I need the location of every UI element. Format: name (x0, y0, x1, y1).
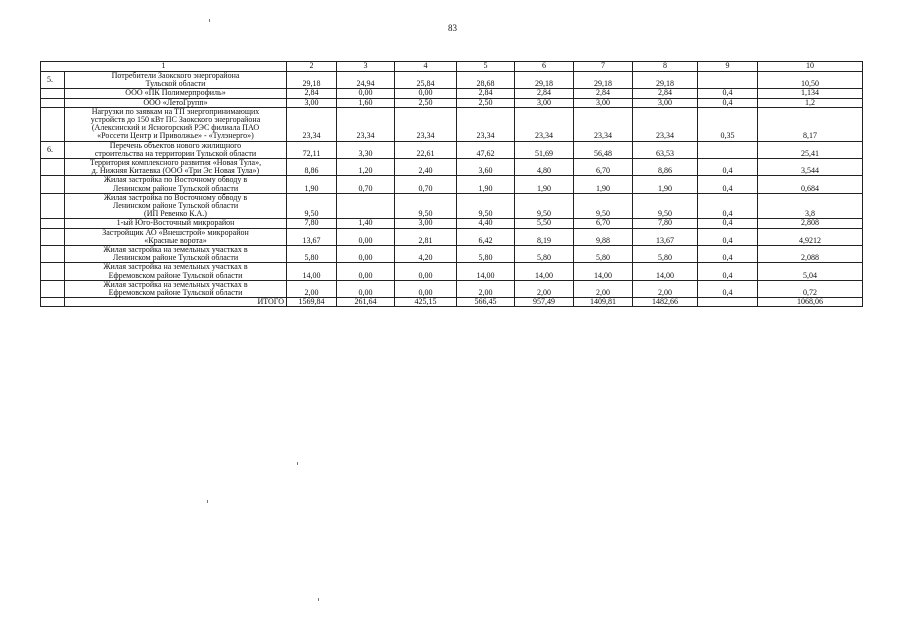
value-cell-col-6: 9,50 (515, 193, 574, 219)
value-cell-col-7: 9,50 (574, 193, 633, 219)
value-cell-col-10: 10,50 (758, 72, 863, 89)
value-cell-col-2: 14,00 (287, 263, 337, 280)
value-cell-col-9: 0,4 (698, 219, 758, 228)
value-cell-col-7: 6,70 (574, 159, 633, 176)
total-value-col-4: 425,15 (395, 298, 457, 307)
value-cell-col-8: 1,90 (633, 176, 698, 193)
object-name-line: устройств до 150 кВт ПС Заокского энергорайона (90, 115, 261, 125)
value-cell-col-10: 1,134 (758, 89, 863, 98)
header-cell-8: 8 (633, 62, 698, 72)
header-cell-9: 9 (698, 62, 758, 72)
object-name-line: Ленинском районе Тульской области (112, 201, 239, 211)
value-cell-col-10: 25,41 (758, 141, 863, 158)
value-cell-col-2: 29,18 (287, 72, 337, 89)
section-number-empty (41, 246, 65, 263)
object-name (65, 219, 287, 228)
object-name-line: ООО «ЛетоГрупп» (143, 98, 208, 107)
value-cell-col-5: 2,84 (457, 89, 515, 98)
value-cell-col-2: 5,80 (287, 246, 337, 263)
value-cell-col-5: 4,40 (457, 219, 515, 228)
value-cell-col-9: 0,4 (698, 246, 758, 263)
scan-speck (207, 500, 208, 503)
value-cell-col-10: 3,544 (758, 159, 863, 176)
table-row (41, 228, 863, 245)
value-cell-col-2: 3,00 (287, 98, 337, 107)
object-name-line: Ефремовском районе Тульской области (108, 288, 243, 298)
scan-speck (318, 598, 319, 601)
section-number-empty (41, 193, 65, 219)
section-number-empty (41, 98, 65, 107)
value-cell-col-6: 5,50 (515, 219, 574, 228)
value-cell-col-7: 5,80 (574, 246, 633, 263)
object-name-line: Жилая застройка на земельных участках в (103, 262, 248, 272)
value-cell-col-3: 0,00 (337, 280, 395, 297)
value-cell-col-6: 29,18 (515, 72, 574, 89)
value-cell-col-8: 8,86 (633, 159, 698, 176)
value-cell-col-8: 2,84 (633, 89, 698, 98)
value-cell-col-3 (337, 193, 395, 219)
section-number-empty (41, 176, 65, 193)
header-cell-10: 10 (758, 62, 863, 72)
object-name-line: строительства на территории Тульской области (94, 148, 257, 158)
value-cell-col-5: 9,50 (457, 193, 515, 219)
table-row (41, 141, 863, 158)
object-name-line: 1-ый Юго-Восточный микрорайон (116, 218, 235, 228)
value-cell-col-5: 23,34 (457, 107, 515, 141)
value-cell-col-8: 14,00 (633, 263, 698, 280)
header-cell-1: 1 (41, 62, 287, 72)
value-cell-col-6: 14,00 (515, 263, 574, 280)
table-row (41, 280, 863, 297)
value-cell-col-9: 0,4 (698, 228, 758, 245)
table-row (41, 98, 863, 107)
value-cell-col-4: 23,34 (395, 107, 457, 141)
value-cell-col-2: 72,11 (287, 141, 337, 158)
value-cell-col-6: 2,84 (515, 89, 574, 98)
value-cell-col-3: 0,00 (337, 263, 395, 280)
value-cell-col-2: 7,80 (287, 219, 337, 228)
value-cell-col-3: 0,00 (337, 89, 395, 98)
value-cell-col-7: 6,70 (574, 219, 633, 228)
value-cell-col-7: 2,00 (574, 280, 633, 297)
header-cell-3: 3 (337, 62, 395, 72)
value-cell-col-5: 14,00 (457, 263, 515, 280)
section-number-empty (41, 219, 65, 228)
value-cell-col-7: 29,18 (574, 72, 633, 89)
total-row (41, 298, 863, 307)
section-number-empty (41, 89, 65, 98)
object-name (65, 98, 287, 107)
table-row (41, 246, 863, 263)
total-value-col-8: 1482,66 (633, 298, 698, 307)
value-cell-col-5: 1,90 (457, 176, 515, 193)
value-cell-col-5: 47,62 (457, 141, 515, 158)
value-cell-col-5: 2,50 (457, 98, 515, 107)
total-value-col-3: 261,64 (337, 298, 395, 307)
value-cell-col-7: 3,00 (574, 98, 633, 107)
header-cell-5: 5 (457, 62, 515, 72)
value-cell-col-6: 8,19 (515, 228, 574, 245)
value-cell-col-9: 0,4 (698, 263, 758, 280)
value-cell-col-4: 2,40 (395, 159, 457, 176)
value-cell-col-3: 0,00 (337, 228, 395, 245)
object-name-line: Застройщик АО «Внешстрой» микрорайон (102, 228, 249, 237)
value-cell-col-3: 0,70 (337, 176, 395, 193)
value-cell-col-2: 13,67 (287, 228, 337, 245)
value-cell-col-10: 5,04 (758, 263, 863, 280)
table-row (41, 219, 863, 228)
value-cell-col-5: 2,00 (457, 280, 515, 297)
object-name-line: Ленинском районе Тульской области (112, 183, 239, 193)
value-cell-col-4: 2,81 (395, 228, 457, 245)
value-cell-col-3: 1,40 (337, 219, 395, 228)
value-cell-col-4: 0,00 (395, 280, 457, 297)
object-name-line: Жилая застройка на земельных участках в (103, 245, 248, 255)
value-cell-col-6: 5,80 (515, 246, 574, 263)
header-cell-7: 7 (574, 62, 633, 72)
object-name-line: (ИП Ревенко К.А.) (144, 209, 207, 219)
value-cell-col-4: 0,00 (395, 263, 457, 280)
object-name (65, 193, 287, 219)
header-cell-2: 2 (287, 62, 337, 72)
total-value-col-10: 1068,06 (758, 298, 863, 307)
total-value-col-5: 566,45 (457, 298, 515, 307)
object-name (65, 280, 287, 297)
value-cell-col-6: 3,00 (515, 98, 574, 107)
value-cell-col-9 (698, 141, 758, 158)
table-row (41, 263, 863, 280)
value-cell-col-5: 5,80 (457, 246, 515, 263)
header-cell-4: 4 (395, 62, 457, 72)
object-name-line: Ефремовском районе Тульской области (108, 270, 243, 280)
value-cell-col-8: 7,80 (633, 219, 698, 228)
value-cell-col-9: 0,35 (698, 107, 758, 141)
section-number-empty (41, 263, 65, 280)
section-number-empty (41, 159, 65, 176)
value-cell-col-10: 2,808 (758, 219, 863, 228)
table-row (41, 193, 863, 219)
object-name-line: Перечень объектов нового жилищного (109, 141, 242, 150)
object-name (65, 159, 287, 176)
value-cell-col-4: 2,50 (395, 98, 457, 107)
value-cell-col-6: 4,80 (515, 159, 574, 176)
section-number-empty (41, 280, 65, 297)
section-number: 6. (41, 141, 65, 158)
value-cell-col-3: 1,20 (337, 159, 395, 176)
object-name-line: «Красные ворота» (144, 235, 207, 245)
value-cell-col-8: 5,80 (633, 246, 698, 263)
value-cell-col-3: 1,60 (337, 98, 395, 107)
page-number: 83 (448, 23, 457, 33)
value-cell-col-3: 3,30 (337, 141, 395, 158)
value-cell-col-10: 8,17 (758, 107, 863, 141)
value-cell-col-8: 9,50 (633, 193, 698, 219)
value-cell-col-10: 3,8 (758, 193, 863, 219)
object-name-line: Тульской области (145, 79, 206, 89)
value-cell-col-10: 4,9212 (758, 228, 863, 245)
table-body (41, 62, 863, 307)
value-cell-col-4: 4,20 (395, 246, 457, 263)
value-cell-col-6: 1,90 (515, 176, 574, 193)
header-row (41, 62, 863, 72)
object-name-line: Жилая застройка по Восточному обводу в (103, 193, 248, 202)
total-label: ИТОГО (65, 298, 287, 307)
object-name (65, 176, 287, 193)
value-cell-col-4: 0,00 (395, 89, 457, 98)
value-cell-col-8: 23,34 (633, 107, 698, 141)
object-name-line: Территория комплексного развития «Новая Тула», (89, 158, 262, 168)
total-value-col-2: 1569,84 (287, 298, 337, 307)
value-cell-col-5: 6,42 (457, 228, 515, 245)
object-name-line: Потребители Заокского энергорайона (111, 71, 240, 80)
object-name (65, 72, 287, 89)
section-number: 5. (41, 72, 65, 89)
section-number-empty (41, 228, 65, 245)
value-cell-col-2: 2,00 (287, 280, 337, 297)
value-cell-col-10: 0,72 (758, 280, 863, 297)
value-cell-col-8: 13,67 (633, 228, 698, 245)
value-cell-col-9: 0,4 (698, 176, 758, 193)
total-value-col-7: 1409,81 (574, 298, 633, 307)
value-cell-col-10: 2,088 (758, 246, 863, 263)
value-cell-col-2: 9,50 (287, 193, 337, 219)
value-cell-col-3: 24,94 (337, 72, 395, 89)
value-cell-col-6: 51,69 (515, 141, 574, 158)
object-name-line: (Алексинский и Ясногорский РЭС филиала ПАО (91, 123, 260, 133)
value-cell-col-4: 9,50 (395, 193, 457, 219)
value-cell-col-4: 22,61 (395, 141, 457, 158)
object-name-line: «Россети Центр и Приволжье» - «Тулэнерго») (97, 131, 254, 141)
value-cell-col-10: 1,2 (758, 98, 863, 107)
load-table (40, 61, 863, 307)
value-cell-col-4: 25,84 (395, 72, 457, 89)
value-cell-col-2: 23,34 (287, 107, 337, 141)
value-cell-col-4: 0,70 (395, 176, 457, 193)
value-cell-col-2: 2,84 (287, 89, 337, 98)
value-cell-col-8: 63,53 (633, 141, 698, 158)
section-number-empty (41, 107, 65, 141)
value-cell-col-4: 3,00 (395, 219, 457, 228)
value-cell-col-6: 23,34 (515, 107, 574, 141)
object-name-line: д. Нижняя Китаевка (ООО «Три Эс Новая Тула») (91, 166, 260, 176)
table-row (41, 159, 863, 176)
total-value-col-9 (698, 298, 758, 307)
value-cell-col-5: 3,60 (457, 159, 515, 176)
value-cell-col-7: 56,48 (574, 141, 633, 158)
header-cell-6: 6 (515, 62, 574, 72)
scan-speck (209, 19, 210, 22)
value-cell-col-10: 0,684 (758, 176, 863, 193)
object-name-line: ООО «ПК Полимерпрофиль» (125, 88, 226, 98)
object-name (65, 246, 287, 263)
total-number-empty (41, 298, 65, 307)
object-name (65, 89, 287, 98)
value-cell-col-7: 23,34 (574, 107, 633, 141)
table-row (41, 107, 863, 141)
value-cell-col-7: 1,90 (574, 176, 633, 193)
value-cell-col-2: 1,90 (287, 176, 337, 193)
value-cell-col-8: 29,18 (633, 72, 698, 89)
object-name-line: Жилая застройка на земельных участках в (103, 280, 248, 289)
value-cell-col-3: 0,00 (337, 246, 395, 263)
value-cell-col-9: 0,4 (698, 280, 758, 297)
table-row (41, 72, 863, 89)
total-value-col-6: 957,49 (515, 298, 574, 307)
table-row (41, 176, 863, 193)
object-name (65, 228, 287, 245)
value-cell-col-8: 3,00 (633, 98, 698, 107)
value-cell-col-7: 2,84 (574, 89, 633, 98)
value-cell-col-9: 0,4 (698, 98, 758, 107)
value-cell-col-3: 23,34 (337, 107, 395, 141)
object-name-line: Нагрузки по заявкам на ТП энергопринимающих (91, 107, 260, 116)
value-cell-col-6: 2,00 (515, 280, 574, 297)
object-name (65, 107, 287, 141)
value-cell-col-7: 9,88 (574, 228, 633, 245)
value-cell-col-5: 28,68 (457, 72, 515, 89)
value-cell-col-7: 14,00 (574, 263, 633, 280)
value-cell-col-2: 8,86 (287, 159, 337, 176)
object-name (65, 263, 287, 280)
object-name-line: Ленинском районе Тульской области (112, 253, 239, 263)
table-row (41, 89, 863, 98)
value-cell-col-9 (698, 72, 758, 89)
value-cell-col-9: 0,4 (698, 89, 758, 98)
value-cell-col-9: 0,4 (698, 193, 758, 219)
object-name-line: Жилая застройка по Восточному обводу в (103, 175, 248, 185)
scan-speck (297, 462, 298, 465)
value-cell-col-9: 0,4 (698, 159, 758, 176)
value-cell-col-8: 2,00 (633, 280, 698, 297)
object-name (65, 141, 287, 158)
